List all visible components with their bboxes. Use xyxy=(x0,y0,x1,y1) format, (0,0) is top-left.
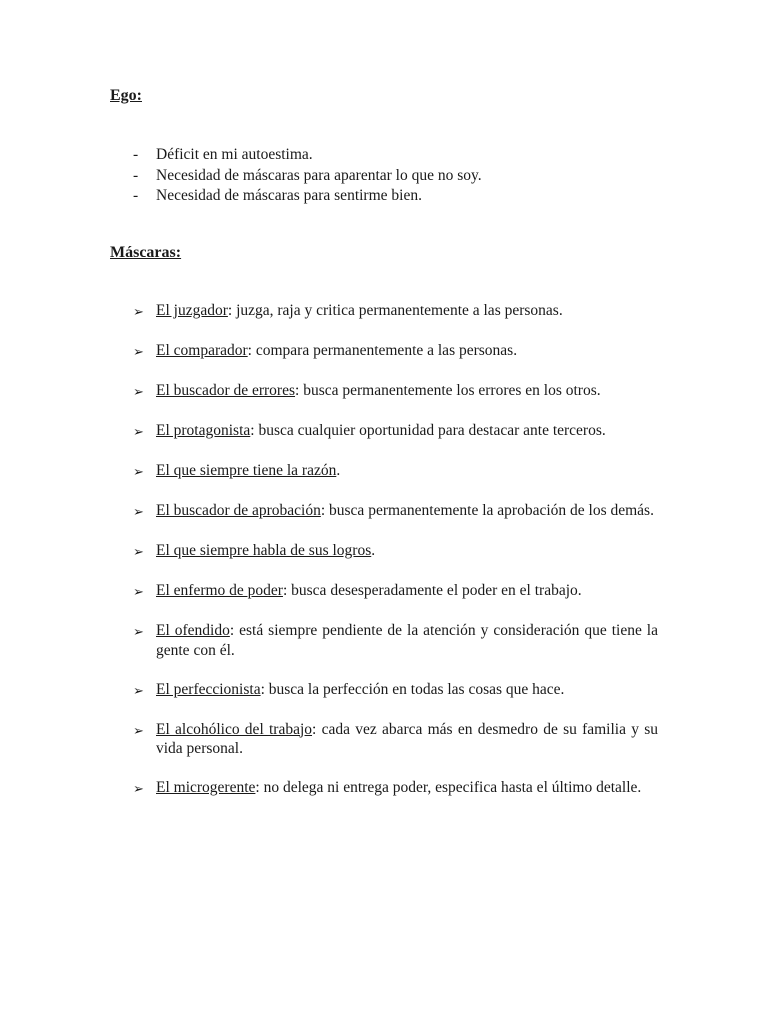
mascara-description: : está siempre pendiente de la atención y consideración que tiene la gente con él. xyxy=(156,622,658,659)
list-item xyxy=(133,581,658,602)
mascara-item-text xyxy=(156,680,658,700)
list-item xyxy=(133,381,658,402)
mascara-item-text xyxy=(156,778,658,798)
arrow-bullet-icon: ➢ xyxy=(133,781,144,796)
dash-bullet: - xyxy=(133,146,139,163)
mascara-description: : busca la perfección en todas las cosas que hace. xyxy=(260,680,565,698)
mascara-term: El juzgador xyxy=(156,302,228,319)
mascara-description: : busca permanentemente la aprobación de los demás. xyxy=(320,502,654,519)
mascara-item-text xyxy=(156,461,658,481)
mascara-item-text xyxy=(156,381,658,401)
arrow-bullet-icon: ➢ xyxy=(133,722,144,738)
list-item xyxy=(133,778,658,799)
mascara-term: El ofendido xyxy=(156,622,230,639)
ego-item-text: Necesidad de máscaras para aparentar lo que no soy. xyxy=(156,166,482,184)
arrow-bullet-icon: ➢ xyxy=(133,544,144,559)
arrow-bullet-icon: ➢ xyxy=(133,504,144,519)
mascara-term: El enfermo de poder xyxy=(156,582,283,599)
mascara-term: El comparador xyxy=(156,342,248,359)
list-item xyxy=(133,501,658,522)
list-item xyxy=(133,145,673,166)
mascara-term: El que siempre tiene la razón xyxy=(156,462,337,479)
arrow-bullet-icon: ➢ xyxy=(133,682,144,698)
list-item xyxy=(133,720,658,759)
mascara-item-text xyxy=(156,581,658,601)
mascara-item-text xyxy=(156,301,658,321)
ego-heading: Ego: xyxy=(110,87,142,104)
list-item xyxy=(133,341,658,362)
mascara-description: : no delega ni entrega poder, especifica hasta el último detalle. xyxy=(255,779,642,796)
mascara-item-text xyxy=(156,341,658,361)
list-item xyxy=(133,301,658,322)
mascara-description: : busca permanentemente los errores en los otros. xyxy=(295,382,601,399)
dash-bullet: - xyxy=(133,166,139,184)
mascara-item-text xyxy=(156,541,658,561)
mascara-item-text xyxy=(156,720,658,759)
list-item xyxy=(133,421,658,442)
arrow-bullet-icon: ➢ xyxy=(133,344,144,359)
mascara-description: . xyxy=(336,462,341,479)
mascara-item-text xyxy=(156,421,658,441)
list-item xyxy=(133,166,673,187)
mascara-description: . xyxy=(371,542,376,559)
arrow-bullet-icon: ➢ xyxy=(133,624,144,639)
mascaras-list xyxy=(133,301,658,818)
arrow-bullet-icon: ➢ xyxy=(133,584,144,599)
mascara-term: El alcohólico del trabajo xyxy=(156,720,313,738)
arrow-bullet-icon: ➢ xyxy=(133,424,144,439)
mascara-description: : compara permanentemente a las personas. xyxy=(247,342,518,359)
mascara-term: El microgerente xyxy=(156,779,256,796)
mascara-item-text xyxy=(156,501,658,521)
mascara-description: : cada vez abarca más en desmedro de su familia y su vida personal. xyxy=(156,720,658,757)
dash-bullet: - xyxy=(133,187,139,204)
mascara-term: El buscador de errores xyxy=(156,382,296,399)
mascara-description: : busca cualquier oportunidad para destacar ante terceros. xyxy=(250,422,606,439)
mascara-term: El protagonista xyxy=(156,422,251,439)
mascara-term: El buscador de aprobación xyxy=(156,502,321,519)
arrow-bullet-icon: ➢ xyxy=(133,384,144,399)
mascara-term: El perfeccionista xyxy=(156,680,261,698)
ego-list xyxy=(133,145,673,207)
ego-item-text: Necesidad de máscaras para sentirme bien. xyxy=(156,187,422,204)
arrow-bullet-icon: ➢ xyxy=(133,464,144,479)
ego-item-text: Déficit en mi autoestima. xyxy=(156,146,313,163)
mascara-description: : busca desesperadamente el poder en el trabajo. xyxy=(282,582,582,599)
list-item xyxy=(133,680,658,701)
list-item xyxy=(133,621,658,660)
mascara-item-text xyxy=(156,621,658,660)
mascara-term: El que siempre habla de sus logros xyxy=(156,542,372,559)
list-item xyxy=(133,541,658,562)
list-item xyxy=(133,461,658,482)
mascaras-heading: Máscaras: xyxy=(110,244,182,261)
mascara-description: : juzga, raja y critica permanentemente a las personas. xyxy=(227,302,563,319)
arrow-bullet-icon: ➢ xyxy=(133,304,144,319)
list-item xyxy=(133,186,673,207)
